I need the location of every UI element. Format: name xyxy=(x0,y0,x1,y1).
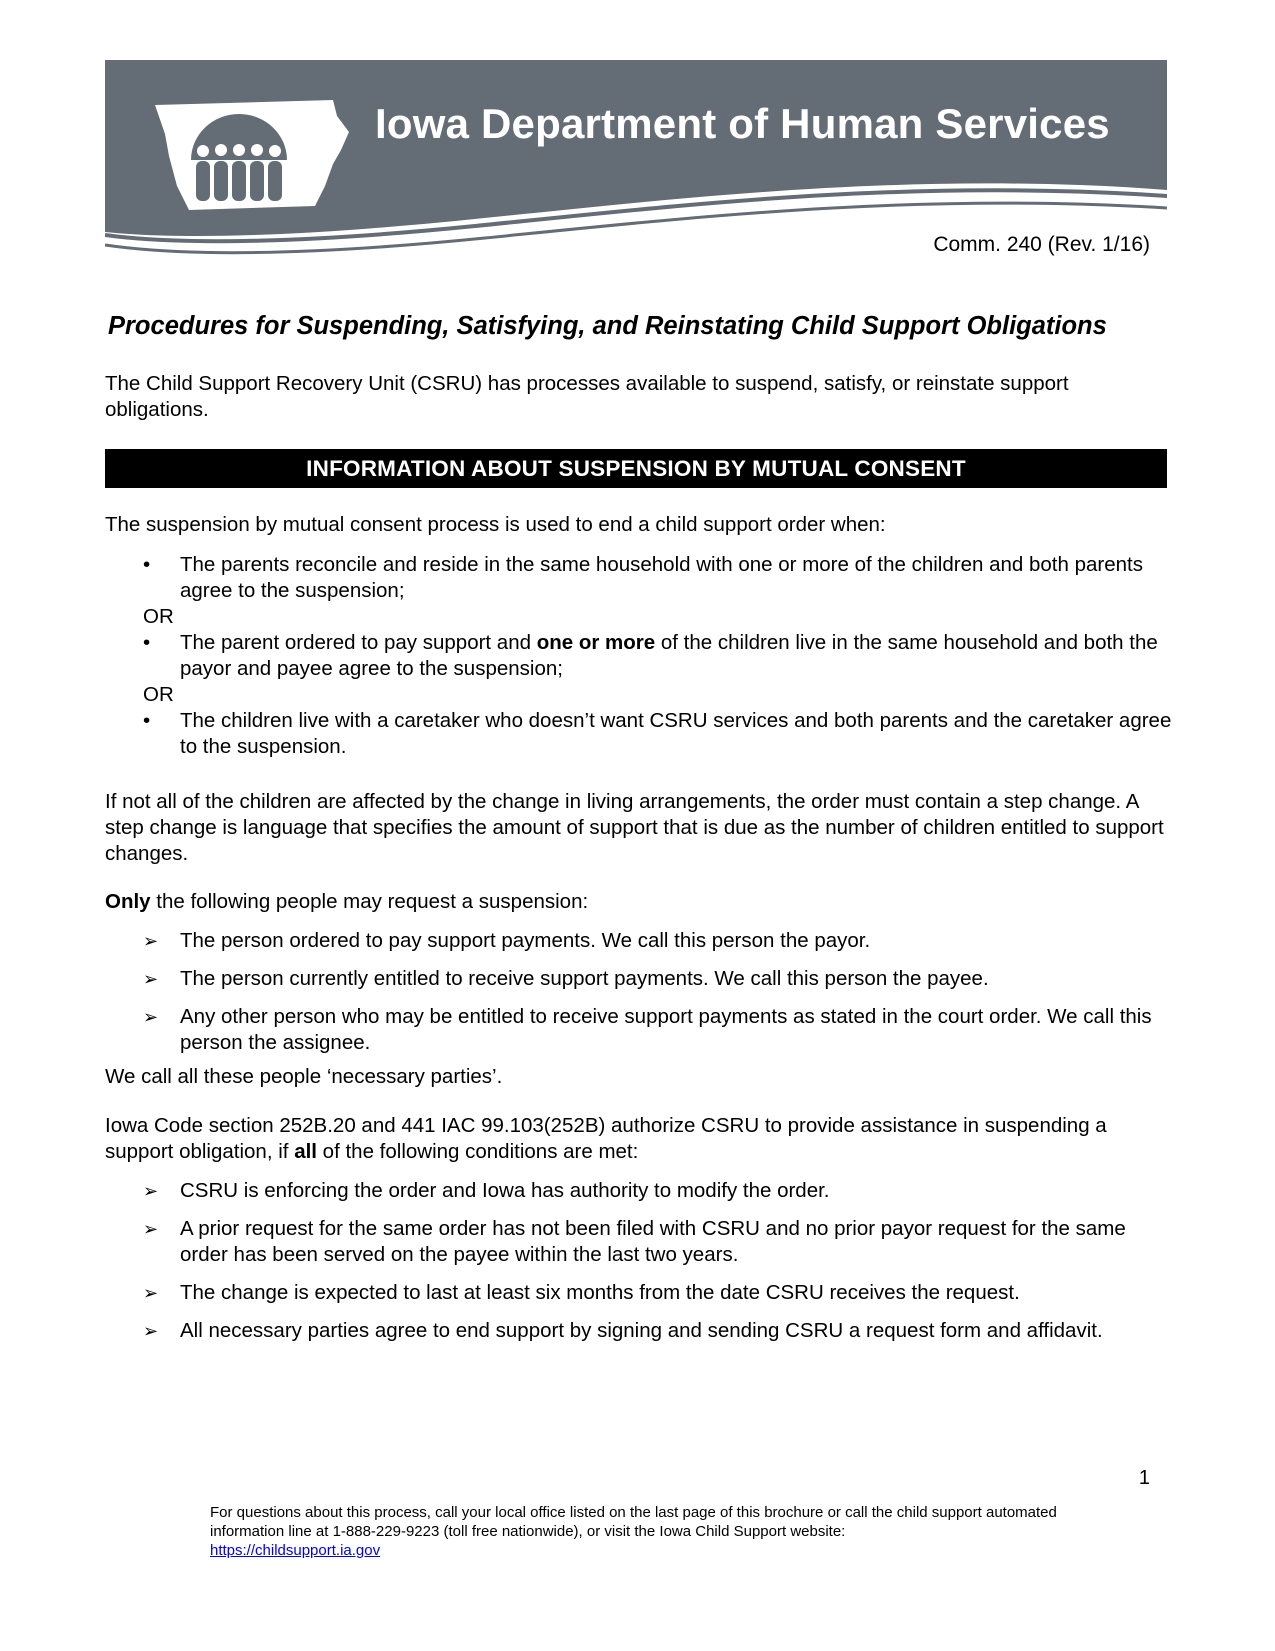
authority-intro-text: Iowa Code section 252B.20 and 441 IAC 99.103(252B) authorize CSRU to provide assistance in suspending a support obligation, if xyxy=(105,1114,1107,1163)
bullet-icon: • xyxy=(143,709,151,732)
bullet-icon: • xyxy=(143,553,151,576)
list-item-text: The person ordered to pay support payments. We call this person the payor. xyxy=(180,929,871,952)
or-separator: OR xyxy=(143,605,174,628)
list-item-text: CSRU is enforcing the order and Iowa has authority to modify the order. xyxy=(180,1179,830,1202)
list-item xyxy=(105,1318,1175,1344)
requesters-list xyxy=(105,928,1175,1056)
list-item xyxy=(105,708,1175,760)
page-number: 1 xyxy=(1138,1467,1150,1489)
bullet-icon: • xyxy=(143,631,151,654)
requesters-intro xyxy=(105,889,1175,915)
list-item-text: The parents reconcile and reside in the same household with one or more of the children and both parents agree to the suspension; xyxy=(180,553,1143,602)
conditions-list xyxy=(105,552,1175,760)
list-item-text: Any other person who may be entitled to receive support payments as stated in the court order. We call this person the assignee. xyxy=(180,1005,1152,1054)
arrow-bullet-icon: ➢ xyxy=(143,969,159,989)
arrow-bullet-icon: ➢ xyxy=(143,1219,159,1239)
list-item xyxy=(105,552,1175,604)
footer-note xyxy=(210,1503,1090,1560)
list-item-text: A prior request for the same order has not been filed with CSRU and no prior payor request for the same order has been served on the payee within the last two years. xyxy=(180,1217,1126,1266)
list-item-text: of the children live in the same household and both the payor and payee agree to the suspension; xyxy=(180,631,1158,680)
emphasis-text: all xyxy=(294,1140,317,1163)
necessary-parties-note: We call all these people ‘necessary parties’. xyxy=(105,1065,503,1088)
list-item-text: The change is expected to last at least six months from the date CSRU receives the request. xyxy=(180,1281,1020,1304)
emphasis-text: Only xyxy=(105,890,151,913)
arrow-bullet-icon: ➢ xyxy=(143,1007,159,1027)
list-item-text: All necessary parties agree to end support by signing and sending CSRU a request form and affidavit. xyxy=(180,1319,1103,1342)
list-item xyxy=(105,1178,1175,1204)
arrow-bullet-icon: ➢ xyxy=(143,1321,159,1341)
list-item xyxy=(105,1004,1175,1056)
website-link[interactable]: https://childsupport.ia.gov xyxy=(210,1542,381,1559)
organization-name: Iowa Department of Human Services xyxy=(375,100,1110,147)
authority-list xyxy=(105,1178,1175,1344)
step-change-paragraph: If not all of the children are affected by the change in living arrangements, the order must contain a step change. A step change is language that specifies the amount of support that is due as the number of children entitled to support changes. xyxy=(105,790,1164,865)
list-item xyxy=(105,1216,1175,1268)
list-item-text: The children live with a caretaker who doesn’t want CSRU services and both parents and the caretaker agree to the suspension. xyxy=(180,709,1172,758)
list-item xyxy=(105,928,1175,954)
authority-intro-text: of the following conditions are met: xyxy=(316,1140,639,1163)
emphasis-text: one or more xyxy=(536,631,656,654)
list-item xyxy=(105,630,1175,682)
list-item xyxy=(105,966,1175,992)
or-separator: OR xyxy=(143,683,174,706)
requesters-intro-text: the following people may request a suspension: xyxy=(150,890,589,913)
document-title: Procedures for Suspending, Satisfying, and Reinstating Child Support Obligations xyxy=(108,312,1107,340)
list-item-text: The person currently entitled to receive support payments. We call this person the payee. xyxy=(180,967,989,990)
arrow-bullet-icon: ➢ xyxy=(143,1181,159,1201)
list-item xyxy=(105,1280,1175,1306)
iowa-state-people-logo-icon xyxy=(155,100,349,210)
intro-paragraph: The Child Support Recovery Unit (CSRU) has processes available to suspend, satisfy, or reinstate support obligations. xyxy=(105,372,1069,421)
section-heading: INFORMATION ABOUT SUSPENSION BY MUTUAL CONSENT xyxy=(105,449,1167,488)
arrow-bullet-icon: ➢ xyxy=(143,1283,159,1303)
footer-text: For questions about this process, call your local office listed on the last page of this brochure or call the child support automated information line at 1-888-229-9223 (toll free nationwide), or visit the Iowa Child Support website: xyxy=(210,1504,1057,1540)
conditions-intro: The suspension by mutual consent process is used to end a child support order when: xyxy=(105,513,886,536)
form-number: Comm. 240 (Rev. 1/16) xyxy=(933,233,1150,256)
list-item-text: The parent ordered to pay support and xyxy=(180,631,537,654)
arrow-bullet-icon: ➢ xyxy=(143,931,159,951)
authority-intro xyxy=(105,1113,1175,1165)
